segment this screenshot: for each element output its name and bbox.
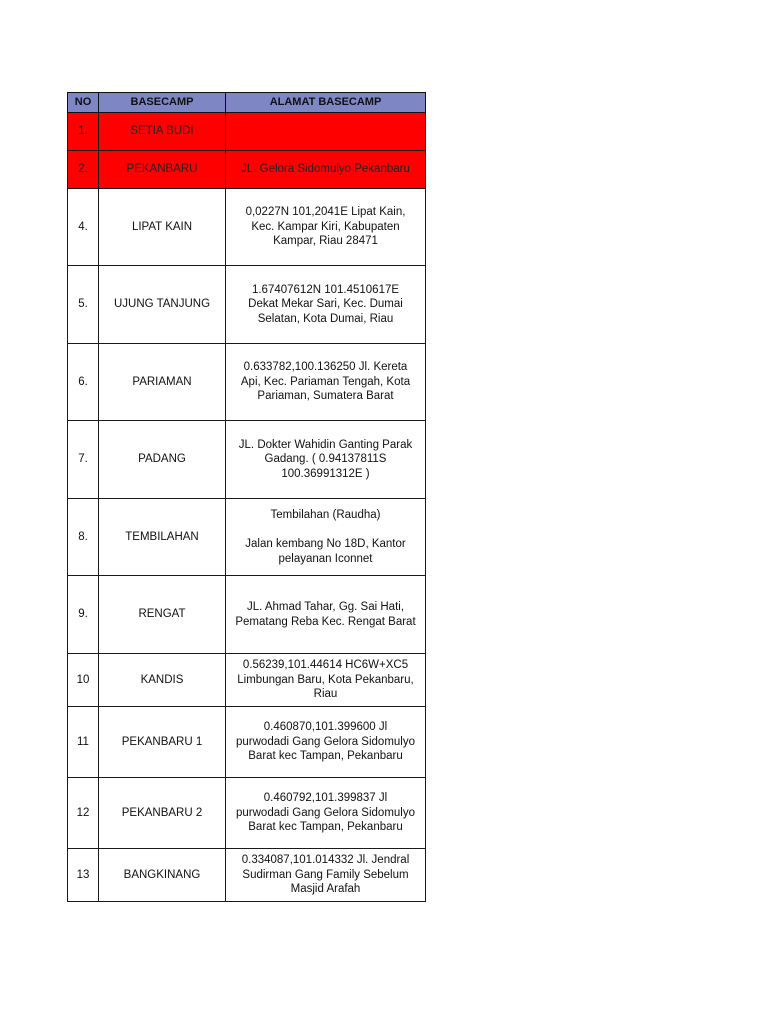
cell-no: 8. <box>68 499 99 576</box>
cell-alamat <box>226 499 426 576</box>
cell-basecamp: KANDIS <box>99 654 226 707</box>
cell-basecamp: PEKANBARU <box>99 151 226 189</box>
address-line: 0,0227N 101,2041E Lipat Kain, <box>245 206 406 219</box>
table-row <box>68 707 426 778</box>
address-line: Api, Kec. Pariaman Tengah, Kota <box>240 375 411 388</box>
cell-alamat <box>226 849 426 902</box>
address-line: 1.67407612N 101.4510617E <box>251 283 400 296</box>
address-line: Barat kec Tampan, Pekanbaru <box>248 821 403 834</box>
cell-basecamp: RENGAT <box>99 576 226 654</box>
cell-basecamp: PEKANBARU 1 <box>99 707 226 778</box>
cell-no: 6. <box>68 344 99 421</box>
cell-basecamp: TEMBILAHAN <box>99 499 226 576</box>
table-row <box>68 778 426 849</box>
cell-no: 13 <box>68 849 99 902</box>
address-line: Sudirman Gang Family Sebelum <box>242 868 409 881</box>
cell-basecamp: UJUNG TANJUNG <box>99 266 226 344</box>
cell-alamat <box>226 151 426 189</box>
table-row <box>68 654 426 707</box>
cell-basecamp: SETIA BUDI <box>99 113 226 151</box>
address-line: JL. Dokter Wahidin Ganting Parak <box>238 438 413 451</box>
header-basecamp: BASECAMP <box>99 93 226 113</box>
table-row <box>68 849 426 902</box>
cell-no: 7. <box>68 421 99 499</box>
cell-no: 9. <box>68 576 99 654</box>
address-line: pelayanan Iconnet <box>278 552 373 565</box>
basecamp-table <box>67 92 426 902</box>
cell-alamat <box>226 778 426 849</box>
address-line: Jalan kembang No 18D, Kantor <box>245 538 406 550</box>
table-row <box>68 576 426 654</box>
cell-no: 11 <box>68 707 99 778</box>
cell-basecamp: PEKANBARU 2 <box>99 778 226 849</box>
cell-basecamp: PADANG <box>99 421 226 499</box>
cell-no: 4. <box>68 189 99 266</box>
address-line: Kampar, Riau 28471 <box>273 235 378 248</box>
address-line: JL. Ahmad Tahar, Gg. Sai Hati, <box>246 601 405 613</box>
cell-alamat <box>226 707 426 778</box>
address-line: Selatan, Kota Dumai, Riau <box>257 312 394 325</box>
cell-alamat <box>226 344 426 421</box>
table-body <box>68 113 426 902</box>
table-row <box>68 189 426 266</box>
address-line: 0.56239,101.44614 HC6W+XC5 <box>242 659 409 672</box>
address-line: Limbungan Baru, Kota Pekanbaru, <box>237 673 414 686</box>
table-row <box>68 113 426 151</box>
cell-alamat <box>226 654 426 707</box>
address-line: 0.334087,101.014332 Jl. Jendral <box>241 854 410 867</box>
table-row <box>68 344 426 421</box>
table-row <box>68 151 426 189</box>
cell-no: 10 <box>68 654 99 707</box>
cell-no: 12 <box>68 778 99 849</box>
address-line: purwodadi Gang Gelora Sidomulyo <box>236 735 415 748</box>
address-line: Masjid Arafah <box>290 883 361 896</box>
address-line: 0.460870,101.399600 Jl <box>263 721 388 734</box>
cell-basecamp: BANGKINANG <box>99 849 226 902</box>
cell-no: 2. <box>68 151 99 189</box>
address-line: 100.36991312E ) <box>281 467 370 480</box>
address-line: Pariaman, Sumatera Barat <box>257 390 394 403</box>
address-line: 0.460792,101.399837 Jl <box>263 792 388 805</box>
header-alamat: ALAMAT BASECAMP <box>226 93 426 113</box>
address-line: purwodadi Gang Gelora Sidomulyo <box>236 806 415 819</box>
cell-alamat <box>226 421 426 499</box>
cell-no: 1. <box>68 113 99 151</box>
address-line: Kec. Kampar Kiri, Kabupaten <box>251 220 400 233</box>
address-line: JL. Gelora Sidomulyo Pekanbaru <box>241 163 410 176</box>
address-line: Gadang. ( 0.94137811S <box>264 453 387 466</box>
header-no: NO <box>68 93 99 113</box>
cell-basecamp: LIPAT KAIN <box>99 189 226 266</box>
table-row <box>68 421 426 499</box>
address-line: Riau <box>313 688 338 701</box>
header-row <box>68 93 426 113</box>
basecamp-sheet <box>67 92 425 902</box>
address-line: Barat kec Tampan, Pekanbaru <box>248 750 403 763</box>
cell-basecamp: PARIAMAN <box>99 344 226 421</box>
cell-no: 5. <box>68 266 99 344</box>
address-line: Dekat Mekar Sari, Kec. Dumai <box>248 298 403 311</box>
table-row <box>68 499 426 576</box>
address-line: Tembilahan (Raudha) <box>270 509 381 521</box>
cell-alamat <box>226 189 426 266</box>
address-line: 0.633782,100.136250 Jl. Kereta <box>243 361 408 374</box>
cell-alamat <box>226 266 426 344</box>
address-spacer <box>229 523 422 538</box>
cell-alamat <box>226 576 426 654</box>
address-line: Pematang Reba Kec. Rengat Barat <box>235 615 416 628</box>
table-row <box>68 266 426 344</box>
cell-alamat <box>226 113 426 151</box>
